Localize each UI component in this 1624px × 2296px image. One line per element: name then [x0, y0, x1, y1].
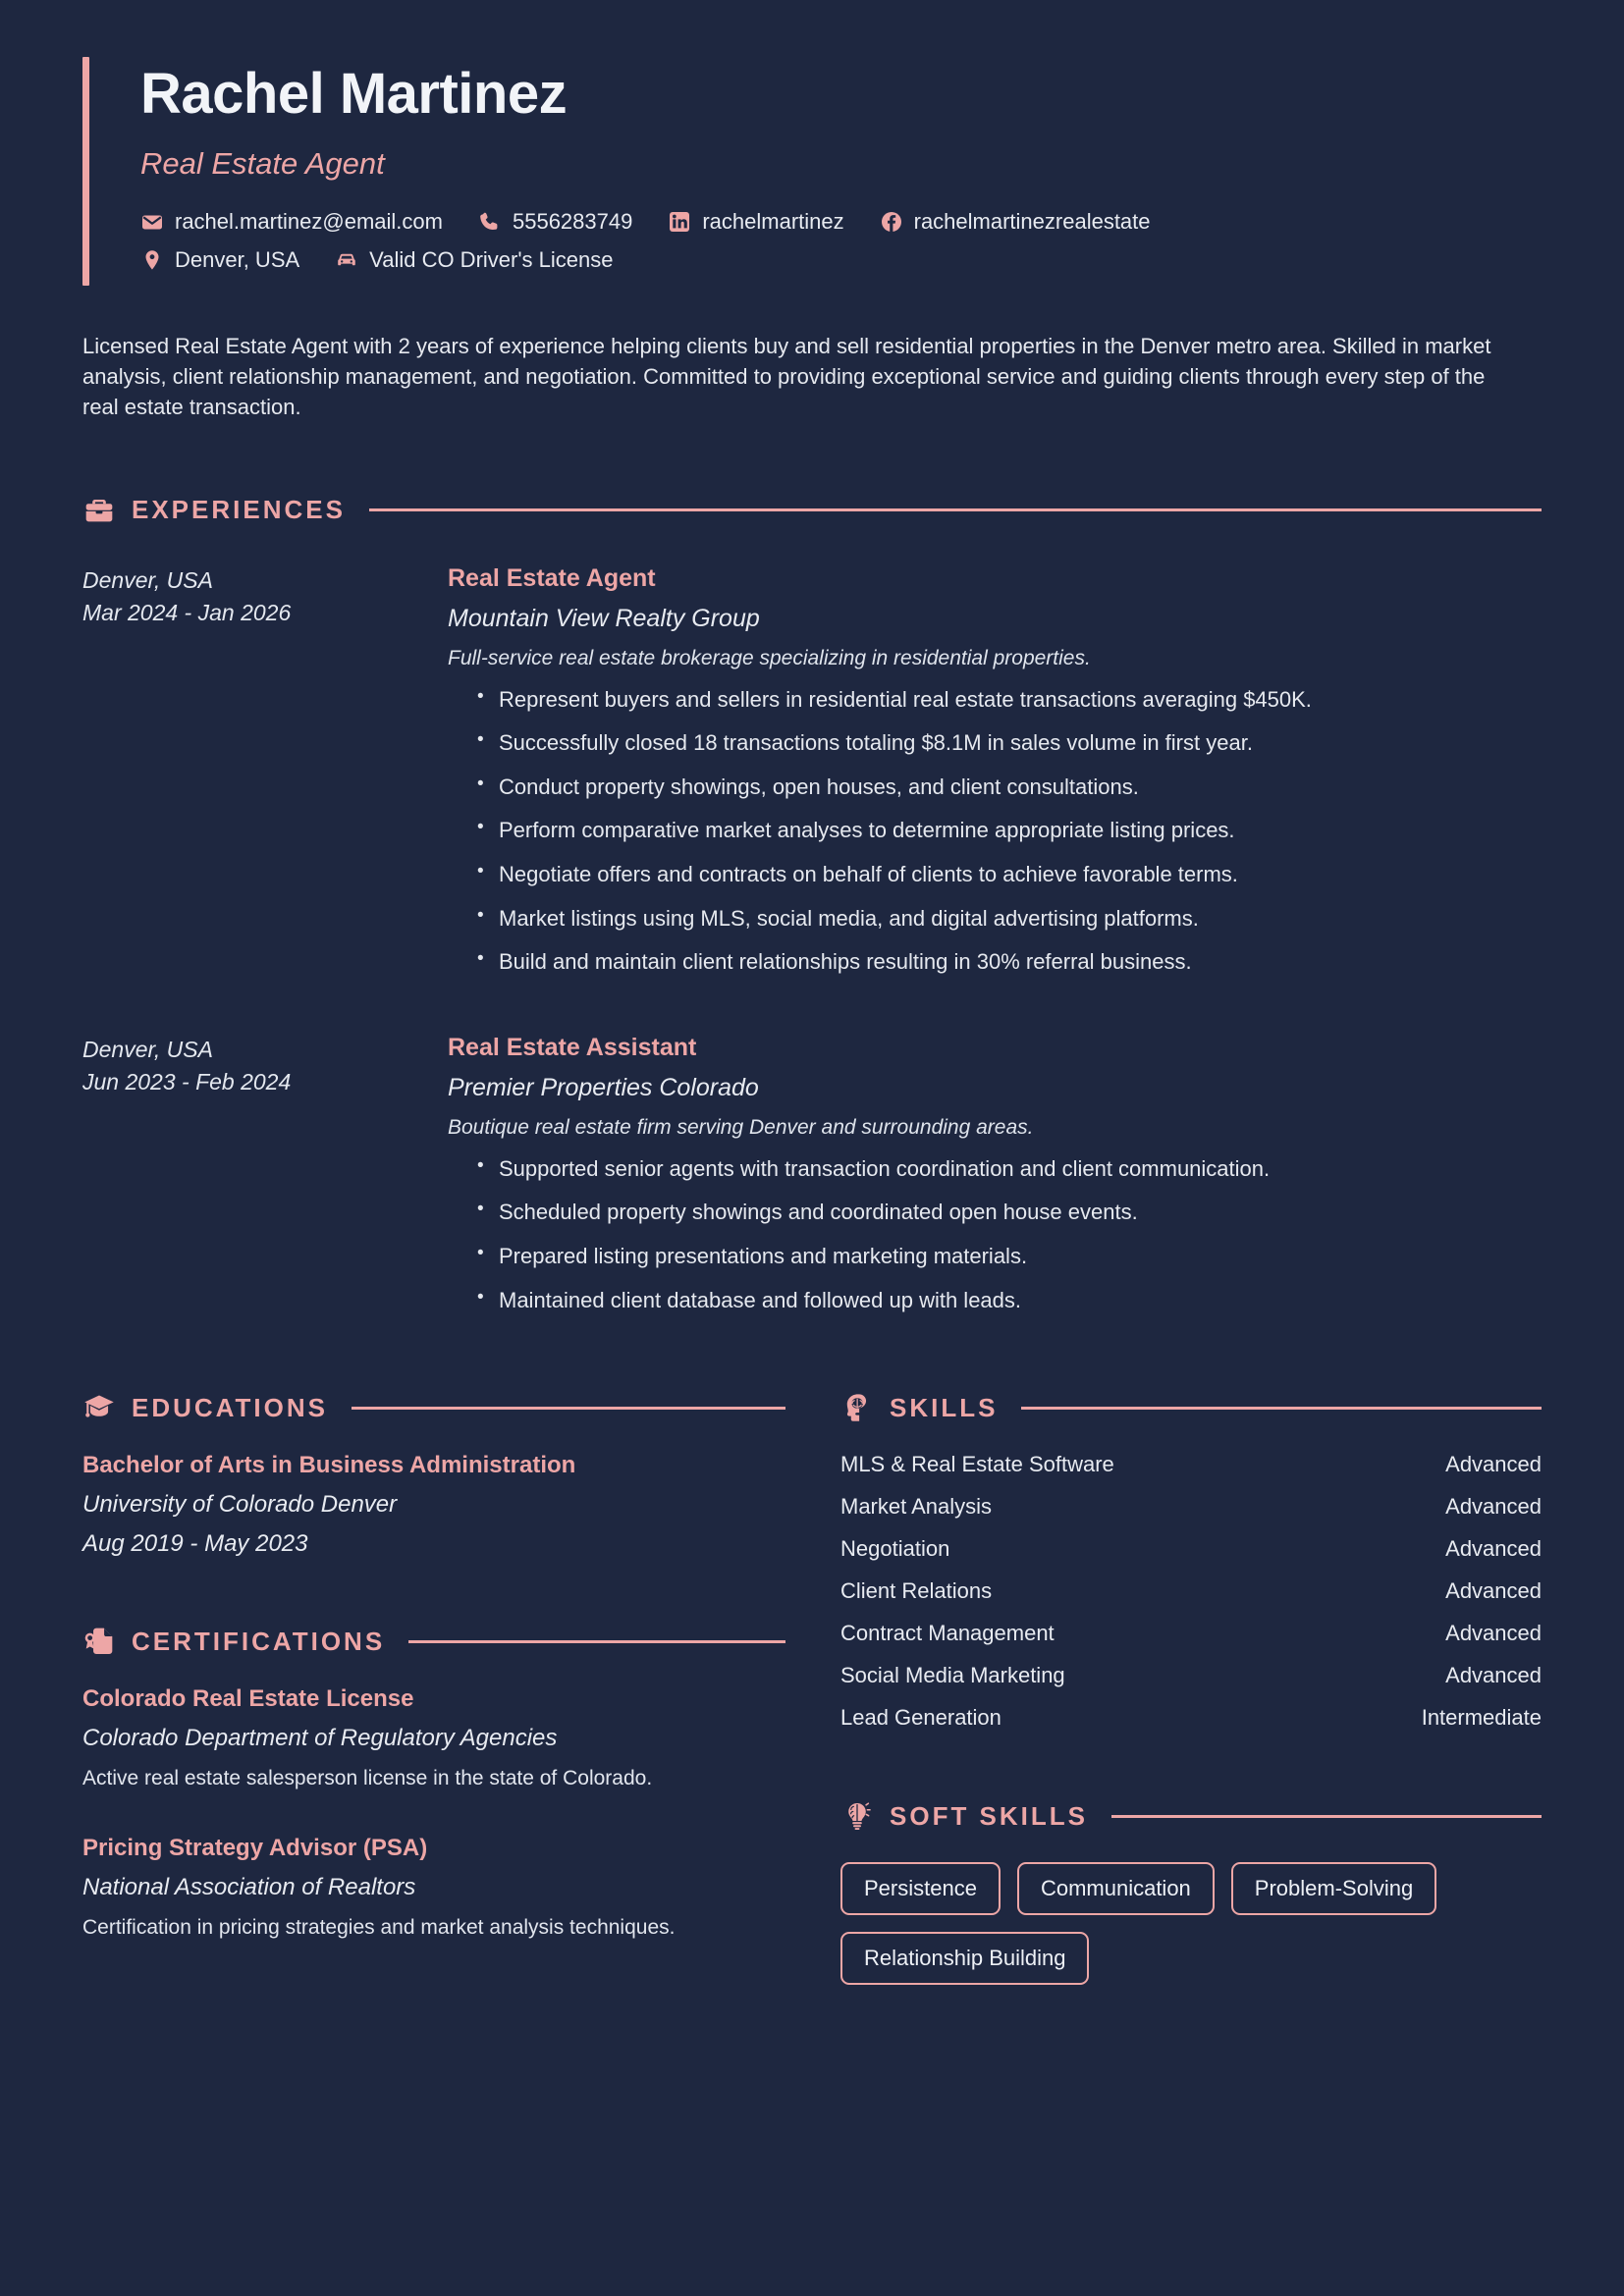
email-icon	[140, 210, 164, 234]
skill-level: Advanced	[1445, 1663, 1542, 1688]
experience-bullet: • Market listings using MLS, social media, and digital advertising platforms.	[477, 905, 1542, 934]
experience-detail-column	[448, 1034, 1542, 1330]
certification-name: Colorado Real Estate License	[82, 1685, 414, 1713]
experience-meta-column	[82, 1034, 448, 1330]
certification-name: Pricing Strategy Advisor (PSA)	[82, 1834, 428, 1861]
experience-bullet: • Prepared listing presentations and marketing materials.	[477, 1243, 1542, 1271]
certifications-section-header	[82, 1625, 785, 1658]
experience-bullet: • Maintained client database and followed up with leads.	[477, 1287, 1542, 1315]
contact-linkedin[interactable]	[668, 209, 843, 235]
skill-level: Advanced	[1445, 1494, 1542, 1520]
certification-description: Active real estate salesperson license in the state of Colorado.	[82, 1767, 653, 1790]
soft-skill-pill: Persistence	[840, 1862, 1001, 1915]
skill-level: Advanced	[1445, 1452, 1542, 1477]
facebook-icon	[880, 210, 903, 234]
skill-level: Advanced	[1445, 1621, 1542, 1646]
section-rule	[1021, 1407, 1542, 1410]
contact-location-text: Denver, USA	[175, 246, 300, 272]
experience-bullet: • Build and maintain client relationships resulting in 30% referral business.	[477, 948, 1542, 977]
experience-bullet: • Represent buyers and sellers in residential real estate transactions averaging $450K.	[477, 686, 1542, 715]
experience-detail-column	[448, 564, 1542, 992]
contact-email[interactable]	[140, 209, 443, 235]
contact-email-text: rachel.martinez@email.com	[175, 208, 443, 234]
contact-row-primary	[140, 209, 1542, 235]
skill-row	[840, 1705, 1542, 1731]
skill-level: Intermediate	[1421, 1705, 1542, 1731]
contact-location	[140, 247, 299, 273]
skill-name: Social Media Marketing	[840, 1663, 1065, 1688]
lower-left-column	[82, 1391, 785, 1985]
experience-bullet: • Supported senior agents with transaction coordination and client communication.	[477, 1155, 1542, 1184]
experience-company: Mountain View Realty Group	[448, 604, 760, 632]
contact-block	[140, 209, 1542, 273]
education-entry	[82, 1452, 785, 1558]
contact-driver-license-text: Valid CO Driver's License	[369, 246, 614, 272]
skill-row	[840, 1663, 1542, 1688]
skill-name: Lead Generation	[840, 1705, 1001, 1731]
certification-entry	[82, 1835, 785, 1942]
header-accent-bar	[82, 57, 89, 286]
experience-dates: Jun 2023 - Feb 2024	[82, 1069, 292, 1095]
skill-row	[840, 1536, 1542, 1562]
phone-icon	[478, 210, 502, 234]
certification-description: Certification in pricing strategies and market analysis techniques.	[82, 1915, 676, 1939]
lower-right-column	[840, 1391, 1542, 1985]
experiences-section-header	[82, 494, 1542, 527]
experience-meta-column	[82, 564, 448, 992]
contact-linkedin-text: rachelmartinez	[702, 208, 844, 234]
certifications-section-title: CERTIFICATIONS	[132, 1626, 386, 1656]
skill-name: MLS & Real Estate Software	[840, 1452, 1114, 1477]
lightbulb-brain-icon	[840, 1799, 874, 1833]
certification-issuer: National Association of Realtors	[82, 1873, 416, 1900]
certification-entry	[82, 1685, 785, 1792]
graduation-cap-icon	[82, 1391, 116, 1424]
professional-summary: Licensed Real Estate Agent with 2 years of experience helping clients buy and sell residential properties in the Denver metro area. Skilled in market analysis, client relationship management, and negotiation. Committed to providing exceptional service and guiding clients through every step of the real estate transaction.	[82, 333, 1491, 420]
soft-skill-pill: Relationship Building	[840, 1932, 1089, 1985]
skill-list	[840, 1452, 1542, 1731]
soft-skills-section-header	[840, 1799, 1542, 1833]
resume-header	[82, 57, 1542, 303]
skill-name: Client Relations	[840, 1578, 993, 1604]
contact-facebook[interactable]	[880, 209, 1151, 235]
soft-skills-section	[840, 1799, 1542, 1985]
experience-bullet: • Successfully closed 18 transactions totaling $8.1M in sales volume in first year.	[477, 729, 1542, 758]
certifications-section	[82, 1625, 785, 1942]
experience-bullet: • Negotiate offers and contracts on behalf of clients to achieve favorable terms.	[477, 861, 1542, 889]
skill-row	[840, 1621, 1542, 1646]
experiences-section-title: EXPERIENCES	[132, 495, 346, 525]
page-title: Rachel Martinez	[140, 62, 568, 126]
experience-bullet: • Scheduled property showings and coordinated open house events.	[477, 1199, 1542, 1227]
section-rule	[369, 508, 1542, 511]
section-rule	[1111, 1815, 1542, 1818]
location-pin-icon	[140, 248, 164, 272]
contact-driver-license	[335, 247, 613, 273]
contact-row-secondary	[140, 247, 1542, 273]
experience-bullet: • Conduct property showings, open houses, and client consultations.	[477, 774, 1542, 802]
car-icon	[335, 248, 358, 272]
section-rule	[352, 1407, 785, 1410]
skills-section-header	[840, 1391, 1542, 1424]
skill-name: Negotiation	[840, 1536, 950, 1562]
experience-bullet-list	[448, 686, 1542, 977]
experience-job-title: Real Estate Assistant	[448, 1033, 697, 1061]
soft-skill-pill: Communication	[1017, 1862, 1215, 1915]
lower-columns	[82, 1391, 1542, 1985]
contact-facebook-text: rachelmartinezrealestate	[913, 208, 1151, 234]
soft-skills-section-title: SOFT SKILLS	[890, 1800, 1088, 1831]
experience-company-description: Boutique real estate firm serving Denver and surrounding areas.	[448, 1115, 1034, 1139]
briefcase-icon	[82, 494, 116, 527]
experience-bullet: • Perform comparative market analyses to determine appropriate listing prices.	[477, 817, 1542, 845]
section-rule	[408, 1640, 785, 1643]
head-brain-icon	[840, 1391, 874, 1424]
certification-issuer: Colorado Department of Regulatory Agencies	[82, 1725, 558, 1752]
educations-section	[82, 1391, 785, 1558]
contact-phone[interactable]	[478, 209, 632, 235]
certificate-icon	[82, 1625, 116, 1658]
experience-location: Denver, USA	[82, 1036, 213, 1062]
skill-row	[840, 1452, 1542, 1477]
experience-company-description: Full-service real estate brokerage specializing in residential properties.	[448, 646, 1091, 669]
soft-skill-pill: Problem-Solving	[1231, 1862, 1436, 1915]
experience-location: Denver, USA	[82, 566, 213, 593]
soft-skills-pill-group	[840, 1862, 1542, 1985]
experience-job-title: Real Estate Agent	[448, 563, 656, 592]
skill-level: Advanced	[1445, 1536, 1542, 1562]
skill-level: Advanced	[1445, 1578, 1542, 1604]
experience-bullet-list	[448, 1155, 1542, 1314]
skill-name: Contract Management	[840, 1621, 1055, 1646]
experience-entry	[82, 1034, 1542, 1330]
education-school: University of Colorado Denver	[82, 1491, 398, 1519]
experience-entry	[82, 564, 1542, 992]
skills-section	[840, 1391, 1542, 1731]
experiences-section	[82, 494, 1542, 1331]
job-role-subtitle: Real Estate Agent	[140, 145, 385, 181]
linkedin-icon	[668, 210, 691, 234]
experience-dates: Mar 2024 - Jan 2026	[82, 599, 292, 625]
skill-row	[840, 1494, 1542, 1520]
education-dates: Aug 2019 - May 2023	[82, 1530, 308, 1558]
educations-section-header	[82, 1391, 785, 1424]
educations-section-title: EDUCATIONS	[132, 1392, 328, 1422]
experience-company: Premier Properties Colorado	[448, 1073, 759, 1101]
contact-phone-text: 5556283749	[512, 208, 633, 234]
education-degree: Bachelor of Arts in Business Administration	[82, 1452, 576, 1479]
skill-name: Market Analysis	[840, 1494, 993, 1520]
skills-section-title: SKILLS	[890, 1392, 999, 1422]
skill-row	[840, 1578, 1542, 1604]
